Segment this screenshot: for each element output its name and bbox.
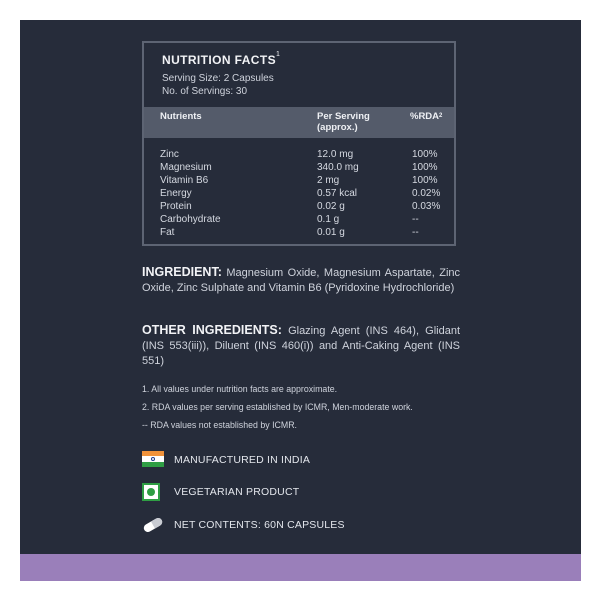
other-ingredients-paragraph	[142, 323, 460, 369]
ingredient-paragraph	[142, 265, 460, 296]
footnote-3: -- RDA values not established by ICMR.	[142, 420, 297, 430]
table-row: Carbohydrate 0.1 g --	[160, 214, 419, 225]
header-nutrients: Nutrients	[160, 111, 202, 122]
header-rda: %RDA$^2$	[410, 111, 443, 122]
vegetarian-mark-icon	[142, 483, 164, 501]
ingredient-text: Magnesium Oxide, Magnesium Aspartate, Zinc Oxide, Zinc Sulphate and Vitamin B6 (Pyridoxine Hydrochloride)	[142, 267, 461, 294]
vegetarian-label: VEGETARIAN PRODUCT	[174, 486, 300, 498]
made-in-india-label: MANUFACTURED IN INDIA	[174, 454, 311, 466]
footnote-2: 2. RDA values per serving established by ICMR, Men-moderate work.	[142, 402, 413, 412]
title-footnote-mark: 1	[276, 51, 281, 58]
table-row: Fat 0.01 g --	[160, 227, 419, 238]
nutrition-facts-title: NUTRITION FACTS$^1$	[162, 51, 281, 67]
serving-size: Serving Size: 2 Capsules	[162, 73, 274, 84]
capsule-icon	[142, 516, 164, 534]
table-row: Protein 0.02 g 0.03%	[160, 201, 441, 212]
table-row: Magnesium 340.0 mg 100%	[160, 162, 438, 173]
ingredient-label: INGREDIENT:	[142, 265, 222, 279]
nutrition-facts-box	[142, 41, 456, 246]
nutrition-table-header	[144, 107, 454, 138]
table-row: Energy 0.57 kcal 0.02%	[160, 188, 441, 199]
other-ingredients-text: Glazing Agent (INS 464), Glidant (INS 553(iii)), Diluent (INS 460(i)) and Anti-Caking Agent (INS 551)	[142, 325, 461, 367]
servings-count: No. of Servings: 30	[162, 86, 248, 97]
other-ingredients-label: OTHER INGREDIENTS:	[142, 323, 282, 337]
table-row: Vitamin B6 2 mg 100%	[160, 175, 438, 186]
header-per-serving: Per Serving (approx.)	[317, 111, 370, 133]
purple-band	[20, 554, 581, 581]
india-flag-icon	[142, 451, 164, 469]
net-contents-label: NET CONTENTS: 60N CAPSULES	[174, 519, 345, 531]
table-row: Zinc 12.0 mg 100%	[160, 149, 438, 160]
footnote-1: 1. All values under nutrition facts are approximate.	[142, 384, 338, 394]
